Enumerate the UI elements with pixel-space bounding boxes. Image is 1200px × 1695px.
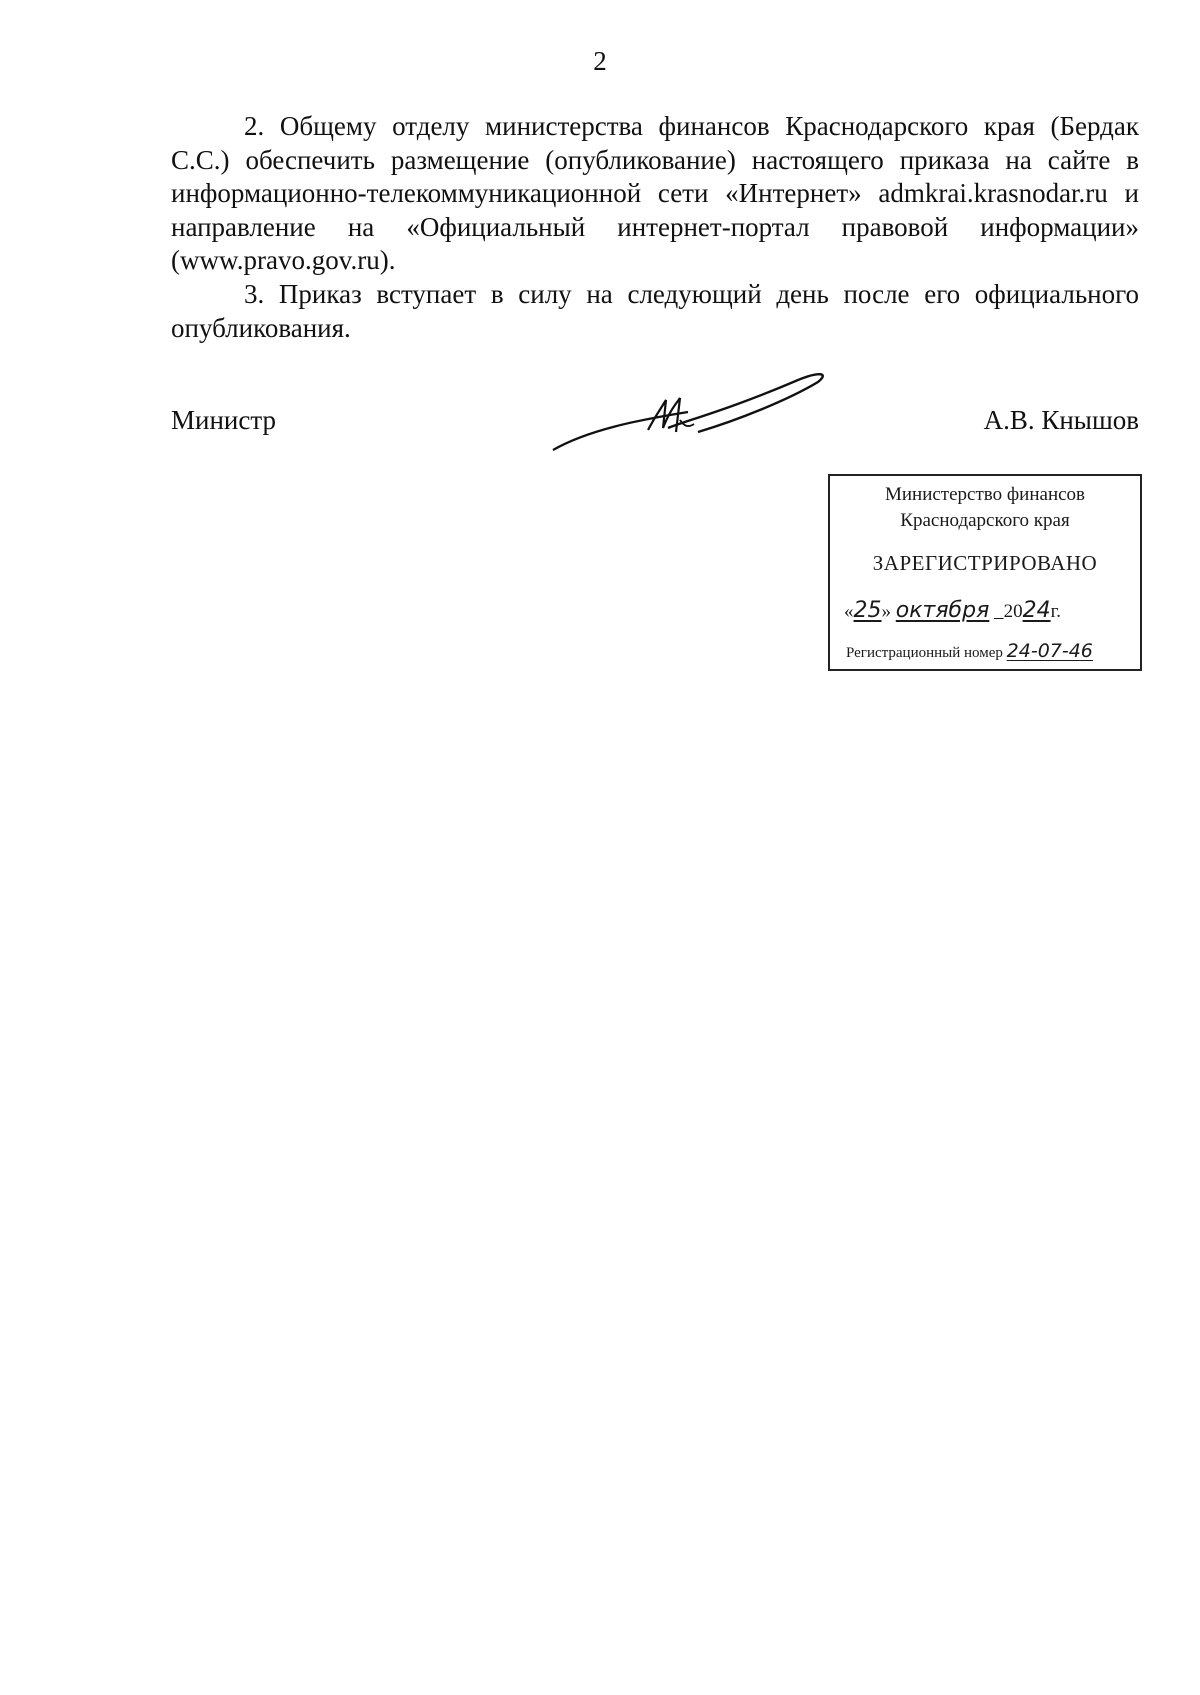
stamp-org-line1: Министерство финансов	[884, 484, 1086, 505]
stamp-date	[830, 598, 1140, 623]
signature-stroke-3	[668, 374, 823, 432]
stamp-date-year-prefix: 20	[1003, 601, 1023, 622]
page-number: 2	[593, 46, 607, 76]
document-body	[171, 110, 1139, 345]
signatory-title: Министр	[171, 405, 276, 435]
stamp-date-close-quote: »	[881, 601, 891, 622]
stamp-org-line2: Краснодарского края	[900, 510, 1070, 531]
paragraph-3: 3. Приказ вступает в силу на следующий день после его официального опубликования.	[171, 278, 1139, 343]
registration-stamp	[828, 474, 1142, 671]
stamp-reg-number: 24-07-46	[1006, 640, 1093, 662]
paragraph-2: 2. Общему отделу министерства финансов Краснодарского края (Бердак С.С.) обеспечить размещение (опубликование) настоящего приказа на сайте в информационно-телекоммуникационной сети «Интернет» admkrai.krasnodar.ru и направление на «Официальный интернет-портал правовой информации» (www.pravo.gov.ru).	[171, 111, 1139, 276]
stamp-reg-number-label: Регистрационный номер	[846, 645, 1003, 661]
stamp-status: ЗАРЕГИСТРИРОВАНО	[872, 551, 1098, 575]
stamp-date-day: 25	[853, 598, 882, 623]
signatory-name: А.В. Кнышов	[983, 405, 1139, 435]
stamp-date-month: октября	[895, 598, 990, 623]
handwritten-signature	[548, 370, 848, 470]
stamp-reg-number-row	[830, 640, 1140, 662]
stamp-date-year-suffix: 24	[1022, 598, 1051, 623]
stamp-date-open-quote: «	[844, 601, 854, 622]
stamp-date-year-unit: г.	[1050, 601, 1061, 622]
